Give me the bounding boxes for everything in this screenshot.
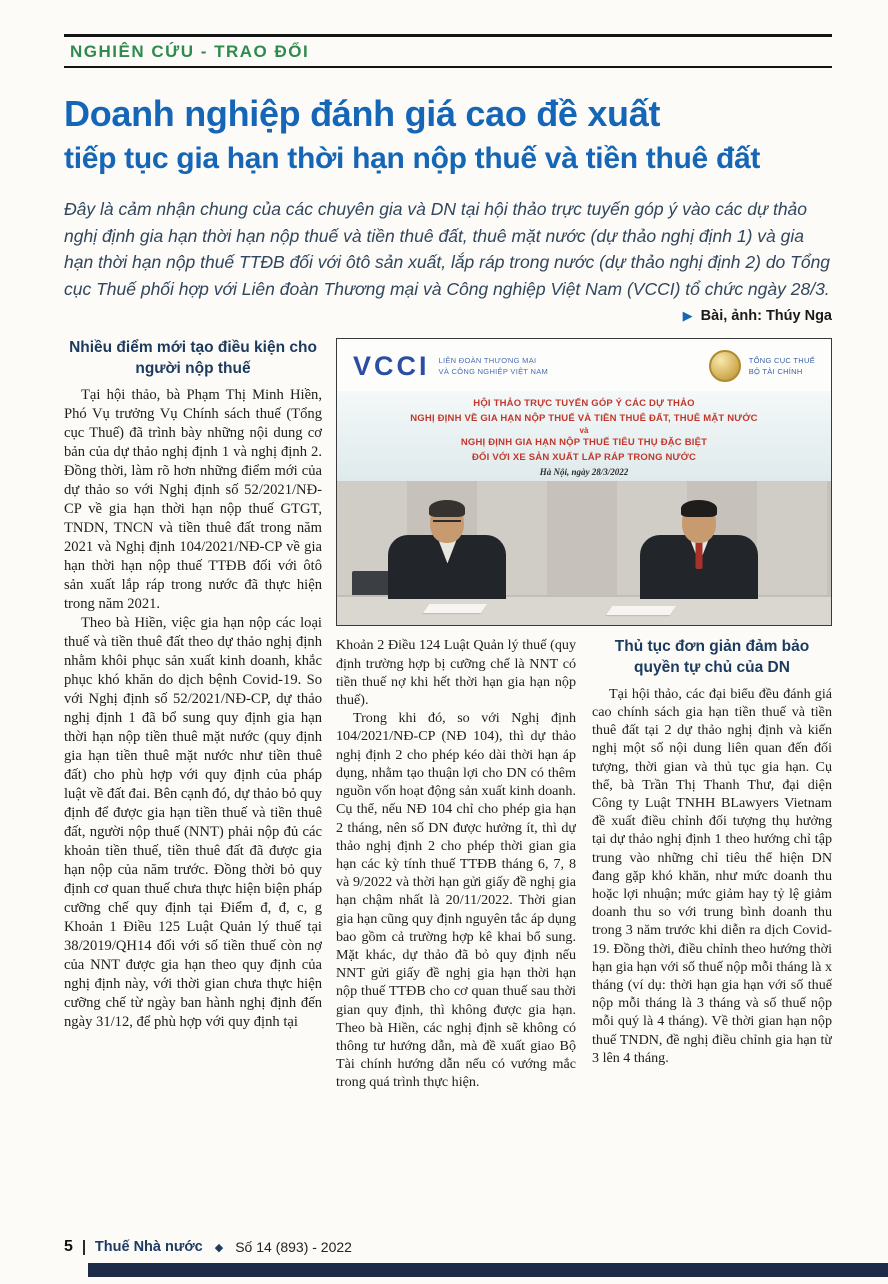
- right-column-heading: Thủ tục đơn giản đảm bảo quyền tự chủ của DN: [614, 638, 810, 676]
- page-footer: [64, 1238, 352, 1256]
- right-paragraph-1: Tại hội thảo, các đại biểu đều đánh giá cao chính sách gia hạn tiền thuế và tiền thuê đất tại 2 dự thảo nghị định và kiến nghị một số nội dung liên quan đến đối tượng, thời gian và thủ tục gia hạn. Cụ thể, bà Trần Thị Thanh Thư, đại diện Công ty Luật TNHH BLawyers Vietnam đề xuất điều chỉnh đối tượng thụ hưởng tại dự thảo nghị định 1 theo hướng chỉ tập trung vào những chỉ tiêu thể hiện DN đang gặp khó khăn, như mức doanh thu hoặc lợi nhuận; mức giảm hay tỷ lệ giảm doanh thu so với trung bình doanh thu trong 3 năm trước khi diễn ra dịch Covid-19. Đồng thời, điều chỉnh theo hướng thời hạn gia hạn với số thuế nộp mỗi tháng là x tháng (ví dụ: thời hạn gia hạn với số thuế nộp mỗi tháng là 3 tháng và số thuế nộp mỗi quý là 4 tháng). Về thời gian hạn nộp thuế TNDN, đề nghị điều chỉnh gia hạn từ 3 lên 4 tháng.: [592, 685, 832, 1066]
- gdt-caption-line2: BỘ TÀI CHÍNH: [748, 367, 803, 377]
- paper-sheet: [606, 606, 676, 615]
- speaker-left-head: [430, 503, 464, 543]
- speaker-right-tie: [696, 539, 703, 569]
- speaker-right-hair: [681, 500, 717, 517]
- middle-paragraph-2: Trong khi đó, so với Nghị định 104/2021/NĐ-CP (NĐ 104), thì dự thảo nghị định 2 cho phép kéo dài thời hạn áp dụng, nhằm tạo thuận lợi cho DN có thêm nguồn vốn hoạt động sản xuất kinh doanh. Cụ thể, nếu NĐ 104 chỉ cho phép gia hạn 2 tháng, nên số DN được hưởng ít, thì dự thảo nghị định 2 cho phép thời gian gia hạn các kỳ tính thuế TTĐB tháng 6, 7, 8 và 9/2022 và thời hạn gửi giấy đề nghị gia hạn chậm nhất là 20/11/2022. Thời gian gia hạn cũng quy định nguyên tắc áp dụng bao gồm cả trường hợp kê khai bổ sung. Mặt khác, dự thảo đã bỏ quy định nếu NNT gửi giấy đề nghị gia hạn thời hạn nộp thuế TTĐB cho cơ quan thuế sau thời gian quy định, thì không được gia hạn. Theo bà Hiền, các nghị định sẽ không có thông tư hướng dẫn, mà đề xuất giao Bộ Tài chính hướng dẫn nếu có vướng mắc trong quá trình thực hiện.: [336, 710, 576, 1091]
- column-right: [592, 636, 832, 1230]
- gdt-caption: [749, 355, 815, 378]
- left-column-heading: Nhiều điểm mới tạo điều kiện cho người nộp thuế: [69, 339, 317, 377]
- page-number: 5: [64, 1238, 73, 1255]
- speaker-left-torso: [388, 535, 506, 599]
- article-title-line2: tiếp tục gia hạn thời hạn nộp thuế và tiền thuê đất: [64, 141, 761, 175]
- issue-number: Số 14 (893) - 2022: [235, 1239, 352, 1255]
- section-header: NGHIÊN CỨU - TRAO ĐỔI: [70, 42, 310, 61]
- speaker-right: [633, 503, 765, 599]
- conference-table: [337, 595, 831, 625]
- banner-line-4: ĐỐI VỚI XE SẢN XUẤT LẮP RÁP TRONG NƯỚC: [472, 451, 696, 463]
- section-header-band: [64, 34, 832, 68]
- article-title-line1: Doanh nghiệp đánh giá cao đề xuất: [64, 93, 661, 134]
- speaker-right-head: [682, 503, 716, 543]
- gdt-logo-block: [709, 350, 815, 382]
- column-middle: [336, 636, 576, 1230]
- byline-label: Bài, ảnh:: [700, 308, 762, 325]
- left-paragraph-1: Tại hội thảo, bà Phạm Thị Minh Hiền, Phó Vụ trưởng Vụ Chính sách thuế (Tổng cục Thuế) đã trình bày những nội dung cơ bản của dự thảo nghị định 1 và nghị định 2. Đồng thời, làm rõ hơn những điểm mới của dự thảo so với Nghị định số 52/2021/NĐ-CP về gia hạn thời hạn nộp thuế GTGT, TNDN, TNCN và tiền thuê đất trong năm 2021 và Nghị định 104/2021/NĐ-CP về gia hạn thời hạn nộp thuế TTĐB đối với ôtô sản xuất lắp ráp trong nước đã thực hiện trong năm 2021.: [64, 386, 322, 612]
- gdt-emblem-icon: [709, 350, 741, 382]
- lower-columns: [336, 636, 832, 1230]
- banner-date: Hà Nội, ngày 28/3/2022: [539, 466, 629, 477]
- speaker-right-torso: [640, 535, 758, 599]
- left-paragraph-2: Theo bà Hiền, việc gia hạn nộp các loại thuế và tiền thuê đất theo dự thảo nghị định nhằm khôi phục sản xuất kinh doanh, khắc phục khó khăn do dịch bệnh Covid-19. So với Nghị định số 52/2021/NĐ-CP, dự thảo nghị định 1 đã bổ sung quy định gia hạn thời hạn nộp tiền thuê mặt nước (quy định gia hạn tiền thuê mặt nước như tiền thuê đất) cho phù hợp với quy định của pháp luật về đất đai. Bên cạnh đó, dự thảo bỏ quy định để được gia hạn tiền thuế và tiền thuê đất, người nộp thuế (NNT) phải nộp đủ các khoản tiền thuế, tiền thuê đất đã được gia hạn nộp của năm trước. Đồng thời bỏ quy định cơ quan thuế chưa thực hiện biện pháp cưỡng chế quy định tại Điểm đ, đ, c, g Khoản 1 Điều 125 Luật Quản lý thuế tại 38/2019/QH14 đối với số tiền thuế còn nợ của NNT được gia hạn theo quy định của nghị định này, với thời gian chưa thực hiện cưỡng chế từ ngày ban hành nghị định đến ngày 31/12, để phù hợp với quy định tại: [64, 614, 322, 1030]
- speaker-left-hair: [429, 500, 465, 517]
- byline: [64, 308, 832, 324]
- column-left: [64, 338, 322, 1230]
- byline-author: Thúy Nga: [765, 308, 832, 325]
- banner-line-1: HỘI THẢO TRỰC TUYẾN GÓP Ý CÁC DỰ THẢO: [473, 398, 695, 410]
- lead-paragraph: Đây là cảm nhận chung của các chuyên gia và DN tại hội thảo trực tuyến góp ý vào các dự thảo nghị định gia hạn thời hạn nộp thuế và tiền thuê đất, thuê mặt nước (dự thảo nghị định 1) và gia hạn thời hạn nộp thuế TTĐB đối với ôtô sản xuất, lắp ráp trong nước (dự thảo nghị định 2) do Tổng cục Thuế phối hợp với Liên đoàn Thương mại và Công nghiệp Việt Nam (VCCI) tổ chức ngày 28/3.: [64, 199, 831, 299]
- speaker-left-glasses: [433, 520, 461, 524]
- gdt-caption-line1: TỔNG CỤC THUẾ: [748, 356, 815, 366]
- article-body: [64, 338, 832, 1230]
- byline-triangle-icon: ▶: [682, 308, 693, 324]
- footer-divider: [83, 1240, 85, 1255]
- right-area: [336, 338, 832, 1230]
- bottom-bar: [88, 1263, 888, 1277]
- footer-diamond-icon: ◆: [214, 1241, 224, 1254]
- banner-line-3: NGHỊ ĐỊNH GIA HẠN NỘP THUẾ TIÊU THỤ ĐẶC BIỆT: [460, 437, 708, 449]
- photo-logo-band: [337, 339, 831, 391]
- vcci-logo: VCCI: [353, 350, 430, 381]
- vcci-caption: [439, 355, 549, 378]
- magazine-name: Thuế Nhà nước: [94, 1239, 203, 1255]
- middle-paragraph-1: Khoản 2 Điều 124 Luật Quản lý thuế (quy định trường hợp bị cưỡng chế là NNT có tiền thuế nợ khi hết thời hạn gia hạn nộp thuế).: [336, 637, 576, 709]
- speaker-left: [381, 503, 513, 599]
- vcci-caption-line1: LIÊN ĐOÀN THƯƠNG MẠI: [438, 356, 537, 366]
- photo-banner: [337, 391, 831, 480]
- conference-photo: [336, 338, 832, 626]
- vcci-caption-line2: VÀ CÔNG NGHIỆP VIỆT NAM: [438, 367, 549, 377]
- banner-and: và: [579, 425, 589, 435]
- paper-sheet: [423, 604, 487, 613]
- vcci-logo-block: [353, 351, 548, 382]
- article-title: [64, 94, 832, 176]
- banner-line-2: NGHỊ ĐỊNH VỀ GIA HẠN NỘP THUẾ VÀ TIỀN THUÊ ĐẤT, THUÊ MẶT NƯỚC: [410, 412, 758, 424]
- photo-scene: [337, 481, 831, 626]
